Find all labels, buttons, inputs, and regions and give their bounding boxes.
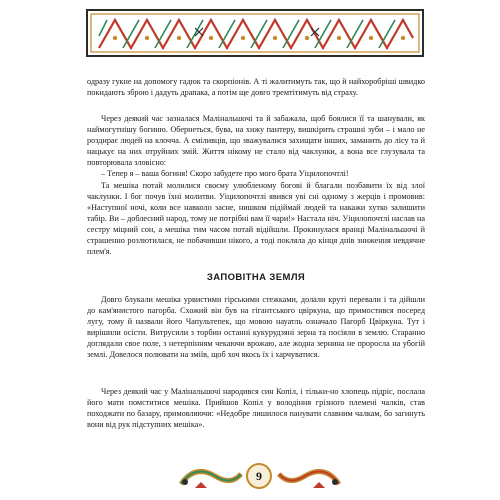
text-section-land bbox=[87, 294, 425, 361]
paragraph: Довго блукали мешіка урвистими гірськими стежками, долали круті перевали і та дійшли до кам'янистого пагорба. Схожий він був на гігантського цвіркуна, що примостився посеред лугу, тому й назвали його Чапультепек, що мовою науатль означало Пагорб Цвіркуна. Тут і вирішили осісти. Витрусили з торбин останні кукурудзяні зерна та посіяли в землю. Старанно доглядали свое поле, з нетерпінням чекаючи врожаю, але жодна зернина не проросла на убогій землі. Довелося полювати на зміїв, щоб хоч якось їх і харчуватися. bbox=[87, 295, 425, 360]
paragraph: одразу гукне на допомогу гадюк та скорпіонів. А ті жалитимуть так, що й найхоробріші швидко покидають зброю і дадуть драпака, а потім ще довго тремтітимуть від страху. bbox=[87, 77, 425, 98]
paragraph: – Тепер я – ваша богиня! Скоро забудете про мого брата Уіцилопочтлі! bbox=[101, 169, 349, 179]
text-paragraph-continued bbox=[87, 76, 425, 98]
paragraph: Та мешіка потай молилися своєму улюбленому богові й благали позбавити їх від злої чаклунки. І бог почув їхні молитви. Уіцилопочтлі явився уві сні одному з жерців і промовив: «Наступної ночі, коли все навколо засне, нишком підіймай людей та накажи хутко залишити табір. Ви – доблесний народ, тому не потрібні вам її чари!» Настала ніч. Уіцилопочтлі наслав на сестру міцний сон, а мешіка тим часом потай відійшли. Прокинулася вранці Малінальшочі й страшенно розлютилася, не побачивши нікого, а тоді покляла до кінця днів зниження невдячне плем'я. bbox=[87, 180, 425, 257]
text-section-story bbox=[87, 113, 425, 257]
top-ornament-border bbox=[85, 8, 425, 58]
text-section-kopil bbox=[87, 386, 425, 430]
aztec-pattern-icon bbox=[85, 8, 425, 58]
paragraph: Через деякий час зазналася Малінальшочі та й забажала, щоб боялися її та шанували, як наймогутнішу богиню. Обернеться, бува, на хижу пантеру, вишкірить страшні зуби – і мало не роздирає людей на клочча. А сміливців, що зважувалися захищати інших, заманить до лісу та й нацькує на них отруйних змій. Життя нікому не стало від чаклунки, а вона все глузувала та повторювала зловісно: bbox=[87, 114, 425, 168]
paragraph: Через деякий час у Малінальшочі народився син Копіл, і тільки-но хлопець підріс, послала його мати помститися мешіка. Прийшов Копіл у володіння грізного племені чалків, став походжати по базару, примовляючи: «Недобре лишилося панувати славним чалкам, бо загинуть вони від рук підступних мешіка». bbox=[87, 387, 425, 430]
section-heading: ЗАПОВІТНА ЗЕМЛЯ bbox=[206, 272, 306, 283]
page-number: 9 bbox=[246, 463, 272, 489]
